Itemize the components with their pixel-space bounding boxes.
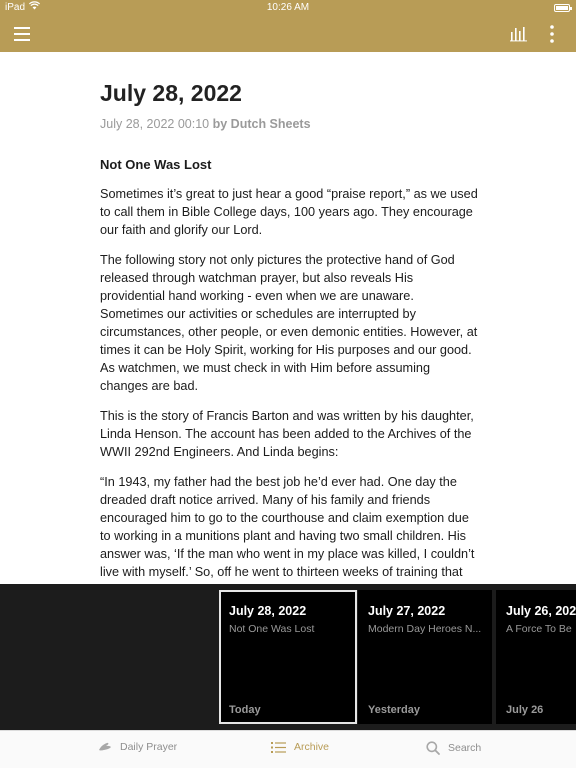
article-scroll-area[interactable] [0, 52, 576, 584]
article-paragraph: Sometimes it’s great to just hear a good “praise report,” as we used to call them in Bible College days, 100 years ago. They encourage our faith and glorify our Lord. [100, 187, 478, 237]
tab-bar [0, 730, 576, 768]
article-author: by Dutch Sheets [212, 117, 311, 131]
archive-card-date: July 27, 2022 [368, 604, 446, 618]
device-label: iPad [5, 2, 26, 13]
archive-card-july-26[interactable] [496, 590, 583, 724]
archive-card-relative: Yesterday [368, 704, 420, 716]
archive-card-title: Modern Day Heroes N... [368, 623, 482, 635]
archive-card-title: Not One Was Lost [229, 623, 315, 635]
more-options-button[interactable] [540, 22, 564, 46]
tab-daily-prayer[interactable] [98, 741, 177, 753]
status-bar [0, 0, 576, 16]
article-paragraph: “In 1943, my father had the best job he’d ever had. One day the dreaded draft notice arrived. Many of his family and friends encouraged him to go to the courthouse and claim exemption due to working in a munitions plant and having two small children. His answer was, ‘If the man who went in my place was killed, I couldn’t live with myself.’ So, off he went to thirteen weeks of training that [100, 475, 475, 579]
archive-card-date: July 28, 2022 [229, 604, 307, 618]
more-vertical-icon [550, 25, 554, 43]
tab-archive[interactable] [271, 741, 329, 753]
article [100, 80, 480, 611]
nav-bar [0, 16, 576, 52]
audio-levels-icon [510, 26, 528, 42]
archive-card-relative: Today [229, 704, 261, 716]
search-icon [426, 741, 440, 755]
article-timestamp: July 28, 2022 00:10 [100, 117, 210, 131]
tab-label: Archive [294, 741, 330, 753]
article-paragraph: This is the story of Francis Barton and was written by his daughter, Linda Henson. The account has been added to the Archives of the WWII 292nd Engineers. And Linda begins: [100, 409, 474, 459]
list-icon [271, 742, 286, 753]
article-paragraph: The following story not only pictures the protective hand of God released through watchman prayer, but also reveals His providential hand working - even when we are unaware. Sometimes our activities or schedules are interrupted by circumstances, other people, or even demonic entities. However, at times it can be Holy Spirit, working for His purposes and our good. As watchmen, we must check in with Him before assuming changes are bad. [100, 253, 478, 393]
article-meta [100, 117, 480, 131]
archive-card-date: July 26, 2022 [506, 604, 583, 618]
tab-label: Daily Prayer [120, 741, 178, 753]
menu-button[interactable] [12, 22, 36, 46]
archive-card-yesterday[interactable] [358, 590, 492, 724]
archive-card-today[interactable] [219, 590, 357, 724]
article-title: July 28, 2022 [100, 80, 242, 106]
prayer-hands-icon [98, 742, 112, 752]
tab-search[interactable] [426, 741, 481, 755]
tab-label: Search [448, 742, 482, 754]
audio-levels-button[interactable] [507, 22, 531, 46]
battery-icon [554, 4, 570, 12]
status-time: 10:26 AM [266, 2, 310, 13]
archive-strip[interactable] [0, 584, 583, 730]
archive-card-relative: July 26 [506, 704, 544, 716]
article-subhead: Not One Was Lost [100, 157, 212, 172]
archive-card-title: A Force To Be [506, 623, 572, 635]
